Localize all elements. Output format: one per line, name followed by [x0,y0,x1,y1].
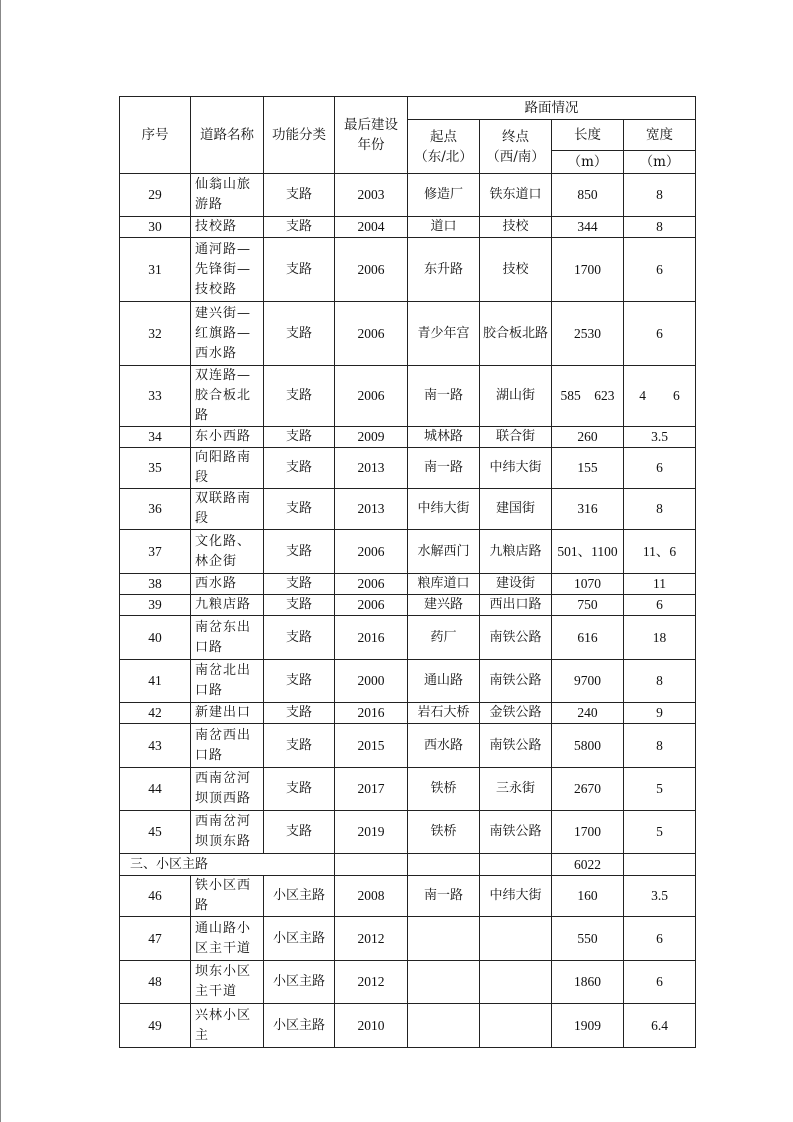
row-end: 建国街 [480,489,552,530]
row-width: 6 [624,448,696,489]
header-function: 功能分类 [264,97,335,174]
row-name: 西水路 [191,574,264,595]
row-end: 金铁公路 [480,703,552,724]
row-length: 1700 [552,811,624,854]
row-start: 铁桥 [408,811,480,854]
row-start: 青少年宫 [408,302,480,366]
row-year: 2003 [335,174,408,217]
row-seq: 35 [120,448,191,489]
row-seq: 46 [120,876,191,917]
row-width: 3.5 [624,427,696,448]
row-width: 11、6 [624,530,696,574]
row-width: 8 [624,660,696,703]
table-row [120,217,696,238]
row-end [480,1004,552,1048]
header-seq: 序号 [120,97,191,174]
page-edge [0,0,1,1122]
row-name: 双连路—胶合板北路 [191,366,264,427]
row-function: 小区主路 [264,876,335,917]
section-length: 6022 [552,854,624,876]
row-function: 支路 [264,724,335,768]
row-width: 8 [624,174,696,217]
row-year: 2006 [335,366,408,427]
section-row [120,854,696,876]
row-width: 6 [624,961,696,1004]
row-width: 4 6 [624,366,696,427]
row-start: 南一路 [408,448,480,489]
row-end: 铁东道口 [480,174,552,217]
table-row [120,1004,696,1048]
row-year: 2010 [335,1004,408,1048]
row-year: 2012 [335,917,408,961]
road-table [119,96,696,1048]
row-length: 1860 [552,961,624,1004]
row-start: 建兴路 [408,595,480,616]
row-end: 三永街 [480,768,552,811]
row-year: 2006 [335,302,408,366]
row-seq: 36 [120,489,191,530]
row-function: 支路 [264,174,335,217]
row-end [480,917,552,961]
row-end: 中纬大街 [480,876,552,917]
row-function: 支路 [264,366,335,427]
row-function: 支路 [264,217,335,238]
row-name: 兴林小区主 [191,1004,264,1048]
header-year: 最后建设年份 [335,97,408,174]
row-width: 8 [624,217,696,238]
row-seq: 47 [120,917,191,961]
row-start: 水解西门 [408,530,480,574]
row-year: 2016 [335,616,408,660]
row-seq: 39 [120,595,191,616]
row-end: 湖山街 [480,366,552,427]
row-end: 南铁公路 [480,616,552,660]
row-year: 2006 [335,238,408,302]
table-row [120,448,696,489]
header-end-dir: （西/南） [486,148,545,165]
row-start: 铁桥 [408,768,480,811]
row-length: 240 [552,703,624,724]
row-function: 支路 [264,489,335,530]
table-row [120,616,696,660]
row-start: 中纬大街 [408,489,480,530]
row-width: 11 [624,574,696,595]
row-start [408,961,480,1004]
header-end [480,120,552,174]
row-name: 南岔北出口路 [191,660,264,703]
row-name: 铁小区西路 [191,876,264,917]
row-year: 2016 [335,703,408,724]
row-end: 技校 [480,238,552,302]
row-start: 南一路 [408,876,480,917]
row-name: 双联路南段 [191,489,264,530]
row-seq: 33 [120,366,191,427]
row-seq: 31 [120,238,191,302]
table-row [120,917,696,961]
row-width: 8 [624,489,696,530]
row-name: 九粮店路 [191,595,264,616]
row-year: 2013 [335,489,408,530]
table-row [120,302,696,366]
row-seq: 30 [120,217,191,238]
row-function: 支路 [264,660,335,703]
table-row [120,238,696,302]
row-length: 9700 [552,660,624,703]
row-name: 西南岔河坝顶东路 [191,811,264,854]
table-row [120,703,696,724]
row-year: 2004 [335,217,408,238]
row-function: 小区主路 [264,961,335,1004]
row-name: 向阳路南段 [191,448,264,489]
row-end: 胶合板北路 [480,302,552,366]
row-seq: 32 [120,302,191,366]
row-function: 支路 [264,530,335,574]
row-year: 2000 [335,660,408,703]
row-length: 5800 [552,724,624,768]
row-function: 支路 [264,448,335,489]
row-length: 750 [552,595,624,616]
row-year: 2019 [335,811,408,854]
table-row [120,530,696,574]
row-end: 南铁公路 [480,660,552,703]
table-row [120,366,696,427]
table-body [120,174,696,854]
row-length: 316 [552,489,624,530]
row-end: 西出口路 [480,595,552,616]
row-end: 南铁公路 [480,724,552,768]
row-name: 通山路小区主干道 [191,917,264,961]
row-year: 2009 [335,427,408,448]
row-name: 南岔西出口路 [191,724,264,768]
header-start-dir: （东/北） [414,148,473,165]
row-width: 6 [624,595,696,616]
row-function: 支路 [264,574,335,595]
row-start: 城林路 [408,427,480,448]
table-header [120,97,696,174]
row-length: 260 [552,427,624,448]
row-year: 2006 [335,530,408,574]
row-end: 技校 [480,217,552,238]
row-seq: 49 [120,1004,191,1048]
row-seq: 42 [120,703,191,724]
row-length: 344 [552,217,624,238]
row-name: 文化路、林企街 [191,530,264,574]
row-name: 建兴街—红旗路—西水路 [191,302,264,366]
header-width-unit: （m） [624,151,696,174]
row-start: 西水路 [408,724,480,768]
row-length: 550 [552,917,624,961]
row-seq: 38 [120,574,191,595]
section-empty-cell [408,854,480,876]
row-year: 2017 [335,768,408,811]
row-name: 技校路 [191,217,264,238]
row-width: 9 [624,703,696,724]
row-start [408,917,480,961]
row-seq: 40 [120,616,191,660]
row-end: 联合街 [480,427,552,448]
row-length: 585 623 [552,366,624,427]
row-width: 6 [624,917,696,961]
row-seq: 37 [120,530,191,574]
row-width: 6 [624,238,696,302]
section-empty-cell [480,854,552,876]
row-seq: 34 [120,427,191,448]
row-start: 岩石大桥 [408,703,480,724]
row-name: 坝东小区主干道 [191,961,264,1004]
row-function: 小区主路 [264,1004,335,1048]
section-empty-cell [335,854,408,876]
row-end: 南铁公路 [480,811,552,854]
row-function: 支路 [264,768,335,811]
table-row [120,876,696,917]
row-name: 新建出口 [191,703,264,724]
row-length: 1070 [552,574,624,595]
table-row [120,489,696,530]
row-length: 160 [552,876,624,917]
row-function: 支路 [264,811,335,854]
row-start: 药厂 [408,616,480,660]
section-empty-cell [624,854,696,876]
header-surface: 路面情况 [408,97,696,120]
row-end: 九粮店路 [480,530,552,574]
table-body-residential [120,876,696,1048]
row-name: 西南岔河坝顶西路 [191,768,264,811]
table-row [120,811,696,854]
header-length-unit: （m） [552,151,624,174]
header-name: 道路名称 [191,97,264,174]
row-length: 501、1100 [552,530,624,574]
row-width: 5 [624,811,696,854]
row-width: 6.4 [624,1004,696,1048]
row-year: 2012 [335,961,408,1004]
row-seq: 41 [120,660,191,703]
table-row [120,574,696,595]
row-length: 155 [552,448,624,489]
row-width: 6 [624,302,696,366]
row-name: 南岔东出口路 [191,616,264,660]
row-name: 仙翁山旅游路 [191,174,264,217]
row-seq: 44 [120,768,191,811]
table-row [120,595,696,616]
row-seq: 29 [120,174,191,217]
row-seq: 45 [120,811,191,854]
header-end-label: 终点 [502,128,529,145]
section-label: 三、小区主路 [120,854,335,876]
row-start [408,1004,480,1048]
row-length: 616 [552,616,624,660]
row-function: 支路 [264,703,335,724]
row-width: 18 [624,616,696,660]
row-length: 2670 [552,768,624,811]
table-row [120,961,696,1004]
header-start-label: 起点 [430,128,457,145]
row-year: 2015 [335,724,408,768]
row-seq: 48 [120,961,191,1004]
row-function: 小区主路 [264,917,335,961]
table-row [120,174,696,217]
row-year: 2006 [335,574,408,595]
header-length: 长度 [552,120,624,151]
section-body [120,854,696,876]
row-length: 2530 [552,302,624,366]
row-width: 8 [624,724,696,768]
row-year: 2008 [335,876,408,917]
row-start: 东升路 [408,238,480,302]
row-start: 南一路 [408,366,480,427]
table-row [120,660,696,703]
table-row [120,768,696,811]
row-name: 东小西路 [191,427,264,448]
row-start: 修造厂 [408,174,480,217]
row-end: 建设街 [480,574,552,595]
row-function: 支路 [264,302,335,366]
row-end [480,961,552,1004]
row-start: 粮库道口 [408,574,480,595]
row-length: 1700 [552,238,624,302]
row-function: 支路 [264,427,335,448]
row-function: 支路 [264,238,335,302]
table-row [120,427,696,448]
row-seq: 43 [120,724,191,768]
row-length: 850 [552,174,624,217]
row-year: 2006 [335,595,408,616]
table-row [120,724,696,768]
row-year: 2013 [335,448,408,489]
row-width: 5 [624,768,696,811]
row-start: 通山路 [408,660,480,703]
row-end: 中纬大街 [480,448,552,489]
row-name: 通河路—先锋街—技校路 [191,238,264,302]
row-function: 支路 [264,616,335,660]
header-width: 宽度 [624,120,696,151]
row-function: 支路 [264,595,335,616]
row-width: 3.5 [624,876,696,917]
row-start: 道口 [408,217,480,238]
row-length: 1909 [552,1004,624,1048]
header-start [408,120,480,174]
